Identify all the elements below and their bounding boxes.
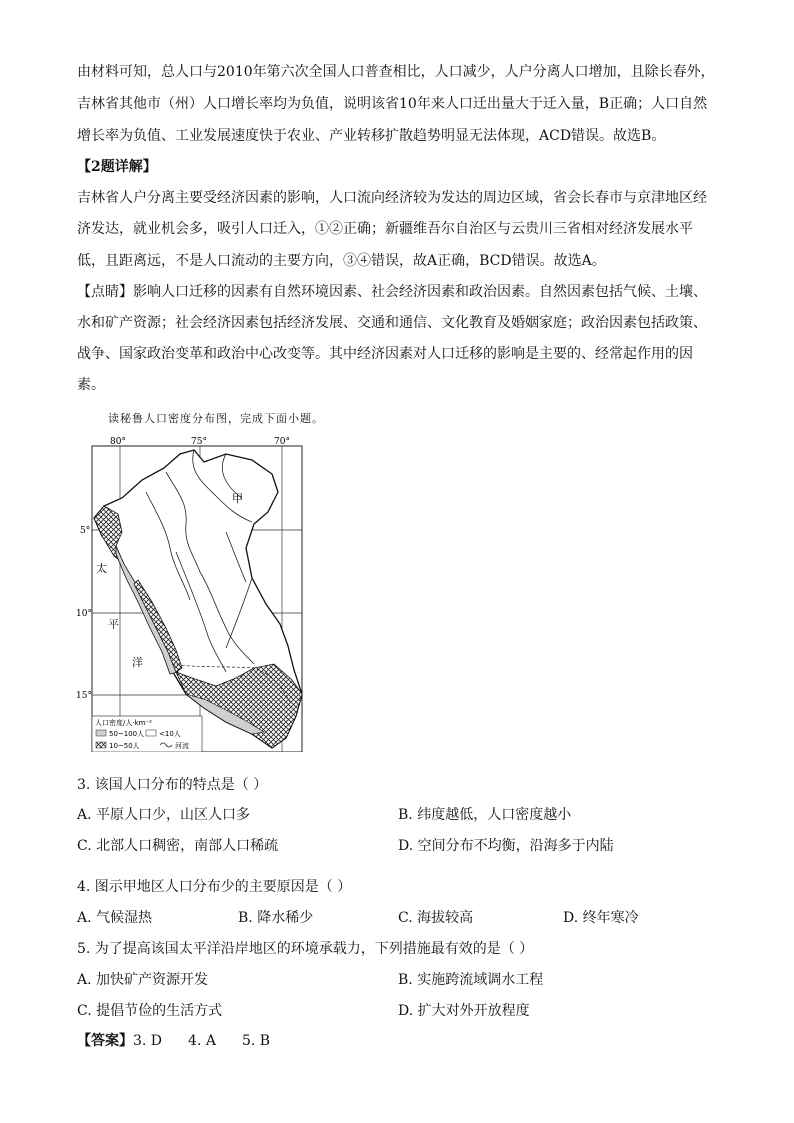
legend-title: 人口密度/人·km⁻²: [95, 719, 152, 727]
lat-label-15: 15°: [76, 691, 92, 701]
explanation-line-6: 低，且距离远，不是人口流动的主要方向，③④错误，故A正确，BCD错误。故选A。: [77, 253, 606, 269]
map-caption: 读秘鲁人口密度分布图，完成下面小题。: [108, 412, 324, 425]
explanation-line-5: 济发达，就业机会多，吸引人口迁入，①②正确；新疆维吾尔自治区与云贵川三省相对经济发展水平: [77, 221, 693, 237]
answer-tag: 【答案】: [77, 1033, 133, 1049]
answer-line: [77, 1030, 296, 1050]
question-5-option-a: A. 加快矿产资源开发: [77, 972, 209, 988]
question-4-option-b: B. 降水稀少: [238, 910, 314, 926]
lon-label-80: 80°: [110, 437, 126, 447]
explanation-line-3: 增长率为负值、工业发展速度快于农业、产业转移扩散趋势明显无法体现，ACD错误。故选B。: [77, 128, 666, 144]
question-4-option-c: C. 海拔较高: [398, 910, 474, 926]
ocean-label-yang: 洋: [132, 656, 143, 669]
lat-label-5: 5°: [80, 526, 91, 536]
explanation-line-4: 吉林省人户分离主要受经济因素的影响，人口流向经济较为发达的周边区域，省会长春市与京津地区经: [77, 190, 707, 206]
peru-population-density-map: [76, 432, 316, 752]
lon-label-70: 70°: [274, 437, 290, 447]
question-5-option-b: B. 实施跨流域调水工程: [398, 972, 544, 988]
map-legend: [92, 716, 202, 752]
question-3-option-a: A. 平原人口少，山区人口多: [77, 807, 251, 823]
question-3-stem: 3. 该国人口分布的特点是（ ）: [77, 777, 268, 793]
region-label-jia: 甲: [232, 492, 243, 505]
ocean-label-ping: 平: [108, 618, 119, 631]
legend-item-50-100: 50~100人: [109, 730, 145, 738]
answer-3: 3. D: [133, 1033, 163, 1049]
legend-item-lt10: <10人: [159, 730, 181, 738]
explanation-line-2: 吉林省其他市（州）人口增长率均为负值，说明该省10年来人口迁出量大于迁入量，B正确；人口自然: [77, 96, 708, 112]
question-3-option-d: D. 空间分布不均衡，沿海多于内陆: [398, 838, 614, 854]
lat-label-10: 10°: [76, 609, 92, 619]
tip-line-3: 战争、国家政治变革和政治中心改变等。其中经济因素对人口迁移的影响是主要的、经常起作用的因: [77, 346, 693, 362]
question-5-stem: 5. 为了提高该国太平洋沿岸地区的环境承载力，下列措施最有效的是（ ）: [77, 941, 534, 957]
question-5-option-d: D. 扩大对外开放程度: [398, 1003, 530, 1019]
tip-line-1: 【点睛】影响人口迁移的因素有自然环境因素、社会经济因素和政治因素。自然因素包括气候、土壤、: [77, 284, 707, 300]
question-4-option-d: D. 终年寒冷: [563, 910, 639, 926]
question-3-option-b: B. 纬度越低，人口密度越小: [398, 807, 572, 823]
legend-item-10-50: 10~50人: [109, 742, 140, 750]
question-4-stem: 4. 图示甲地区人口分布少的主要原因是（ ）: [77, 879, 352, 895]
section-heading-q2: 【2题详解】: [77, 159, 157, 175]
question-3-option-c: C. 北部人口稠密，南部人口稀疏: [77, 838, 279, 854]
lon-label-75: 75°: [191, 437, 207, 447]
answer-4: 4. A: [188, 1033, 216, 1049]
tip-line-4: 素。: [77, 377, 105, 393]
ocean-label-tai: 太: [96, 562, 107, 575]
question-4-option-a: A. 气候湿热: [77, 910, 153, 926]
legend-river: 河流: [175, 742, 189, 750]
answer-5: 5. B: [241, 1033, 271, 1049]
question-5-option-c: C. 提倡节俭的生活方式: [77, 1003, 223, 1019]
tip-line-2: 水和矿产资源；社会经济因素包括经济发展、交通和通信、文化教育及婚姻家庭；政治因素包括政策、: [77, 315, 707, 331]
explanation-line-1: 由材料可知，总人口与2010年第六次全国人口普查相比，人口减少，人户分离人口增加，且除长春外，: [77, 64, 715, 80]
